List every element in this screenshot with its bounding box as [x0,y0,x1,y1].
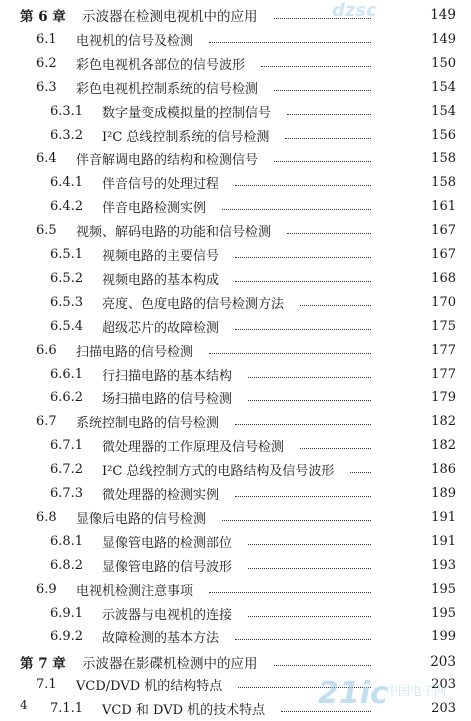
toc-title: 超级芯片的故障检测 [102,320,220,336]
toc-subsection-row[interactable] [0,98,471,124]
toc-title: 伴音电路检测实例 [102,200,207,216]
toc-page-number: 195 [431,581,456,597]
toc-page-number: 203 [431,700,456,716]
toc-page-number: 158 [431,174,456,190]
toc-page-number: 149 [430,7,456,23]
toc-leader-dots [235,495,371,497]
toc-page-number: 156 [431,127,456,143]
toc-leader-dots [209,591,371,593]
toc-number: 6.5.3 [50,294,84,310]
toc-title: 电视机的信号及检测 [76,33,194,49]
toc-number: 6.4 [36,150,57,166]
toc-page-number: 179 [431,389,456,405]
toc-leader-dots [287,232,371,234]
toc-number: 6.4.1 [50,174,84,190]
toc-number: 6.8.1 [50,533,84,549]
toc-page-number: 186 [431,461,456,477]
toc-page-number: 199 [431,628,456,644]
toc-leader-dots [235,280,371,282]
toc-number: 6.9 [36,581,57,597]
toc-subsection-row[interactable] [0,552,471,578]
toc-number: 第 6 章 [20,9,66,25]
toc-leader-dots [222,208,371,210]
toc-number: 6.9.1 [50,605,84,621]
toc-title: 亮度、色度电路的信号检测方法 [102,296,285,312]
toc-leader-dots [248,567,371,569]
toc-number: 6.9.2 [50,628,84,644]
toc-leader-dots [274,17,371,19]
toc-subsection-row[interactable] [0,480,471,506]
toc-leader-dots [209,41,371,43]
toc-leader-dots [300,447,371,449]
toc-leader-dots [248,399,371,401]
toc-number: 6.3.1 [50,103,84,119]
toc-leader-dots [274,664,371,666]
toc-number: 6.7.1 [50,437,84,453]
toc-page-number: 193 [431,557,456,573]
toc-number: 7.1.1 [50,700,84,716]
toc-title: 彩色电视机各部位的信号波形 [76,57,246,73]
toc-number: 第 7 章 [20,656,66,672]
toc-page-number: 175 [431,318,456,334]
toc-title: I²C 总线控制系统的信号检测 [102,129,270,145]
toc-number: 6.7 [36,413,57,429]
toc-section-row[interactable] [0,337,471,363]
toc-page-number: 170 [431,294,456,310]
toc-subsection-row[interactable] [0,313,471,339]
toc-subsection-row[interactable] [0,241,471,267]
toc-number: 6.8.2 [50,557,84,573]
toc-title: 数字量变成模拟量的控制信号 [102,105,272,121]
watermark-bottom [318,676,468,716]
toc-title: 行扫描电路的基本结构 [102,368,233,384]
toc-leader-dots [235,638,371,640]
toc-leader-dots [235,423,371,425]
toc-page-number: 177 [431,342,456,358]
toc-title: 视频、解码电路的功能和信号检测 [76,224,272,240]
toc-number: 6.5.2 [50,270,84,286]
toc-section-row[interactable] [0,145,471,171]
toc-subsection-row[interactable] [0,623,471,649]
toc-page-number: 154 [431,103,456,119]
toc-subsection-row[interactable] [0,265,471,291]
toc-number: 6.7.2 [50,461,84,477]
toc-number: 6.6 [36,342,57,358]
toc-subsection-row[interactable] [0,528,471,554]
toc-section-row[interactable] [0,576,471,602]
toc-subsection-row[interactable] [0,289,471,315]
toc-section-row[interactable] [0,504,471,530]
toc-leader-dots [287,113,371,115]
toc-section-row[interactable] [0,74,471,100]
watermark-site-text: 中国电子网 [386,684,447,698]
toc-title: 伴音解调电路的结构和检测信号 [76,152,259,168]
toc-page-number: 167 [431,246,456,262]
toc-number: 6.3.2 [50,127,84,143]
toc-number: 6.5.1 [50,246,84,262]
toc-title: 示波器在影碟机检测中的应用 [82,656,258,672]
toc-title: VCD/DVD 机的结构特点 [76,678,223,694]
toc-subsection-row[interactable] [0,193,471,219]
toc-number: 6.1 [36,31,57,47]
toc-page-number: 150 [431,55,456,71]
toc-title: 场扫描电路的信号检测 [102,391,233,407]
toc-page-number: 167 [431,222,456,238]
toc-title: 显像后电路的信号检测 [76,511,207,527]
toc-title: 扫描电路的信号检测 [76,344,194,360]
toc-section-row[interactable] [0,50,471,76]
toc-page-number: 191 [431,533,456,549]
toc-chapter-row[interactable] [0,2,471,28]
toc-page-number: 203 [430,654,456,670]
toc-number: 6.4.2 [50,198,84,214]
toc-subsection-row[interactable] [0,456,471,482]
toc-leader-dots [222,519,371,521]
toc-leader-dots [235,328,371,330]
toc-subsection-row[interactable] [0,432,471,458]
toc-number: 6.5 [36,222,57,238]
toc-page-number: 161 [431,198,456,214]
toc-page-number: 203 [431,676,456,692]
toc-section-row[interactable] [0,217,471,243]
toc-number: 6.8 [36,509,57,525]
toc-leader-dots [285,137,371,139]
toc-title: 视频电路的主要信号 [102,248,220,264]
toc-page-number: 177 [431,366,456,382]
toc-title: 故障检测的基本方法 [102,630,220,646]
toc-title: 微处理器的检测实例 [102,487,220,503]
toc-title: 示波器与电视机的连接 [102,607,233,623]
toc-leader-dots [235,256,371,258]
toc-number: 6.6.1 [50,366,84,382]
toc-leader-dots [248,376,371,378]
toc-page-number: 168 [431,270,456,286]
toc-section-row[interactable] [0,26,471,52]
toc-page-number: 189 [431,485,456,501]
toc-leader-dots [350,471,371,473]
toc-title: 显像管电路的信号波形 [102,559,233,575]
toc-title: 显像管电路的检测部位 [102,535,233,551]
toc-title: 电视机检测注意事项 [76,583,194,599]
toc-number: 7.1 [36,676,57,692]
toc-number: 6.3 [36,79,57,95]
toc-title: 伴音信号的处理过程 [102,176,220,192]
toc-title: 视频电路的基本构成 [102,272,220,288]
toc-leader-dots [248,543,371,545]
toc-page-number: 182 [431,413,456,429]
toc-leader-dots [274,160,371,162]
toc-section-row[interactable] [0,408,471,434]
toc-leader-dots [274,89,371,91]
toc-title: 系统控制电路的信号检测 [76,415,220,431]
watermark-top: dzsc [332,0,377,21]
toc-page-number: 195 [431,605,456,621]
toc-leader-dots [261,65,371,67]
toc-subsection-row[interactable] [0,169,471,195]
toc-number: 6.2 [36,55,57,71]
toc-page-number: 149 [431,31,456,47]
toc-title: 示波器在检测电视机中的应用 [82,9,258,25]
toc-leader-dots [248,615,371,617]
toc-number: 6.6.2 [50,389,84,405]
toc-page-number: 154 [431,79,456,95]
toc-number: 6.7.3 [50,485,84,501]
toc-page-number: 182 [431,437,456,453]
toc-title: 彩色电视机控制系统的信号检测 [76,81,259,97]
toc-subsection-row[interactable] [0,384,471,410]
toc-leader-dots [235,184,371,186]
toc-number: 6.5.4 [50,318,84,334]
toc-title: I²C 总线控制方式的电路结构及信号波形 [102,463,335,479]
toc-leader-dots [300,304,371,306]
toc-title: 微处理器的工作原理及信号检测 [102,439,285,455]
toc-page-number: 158 [431,150,456,166]
toc-page-number: 191 [431,509,456,525]
toc-leader-dots [209,352,371,354]
toc-title: VCD 和 DVD 机的技术特点 [102,702,266,718]
watermark-logo-text: 21ic [318,676,388,711]
page-number: 4 [20,698,28,712]
